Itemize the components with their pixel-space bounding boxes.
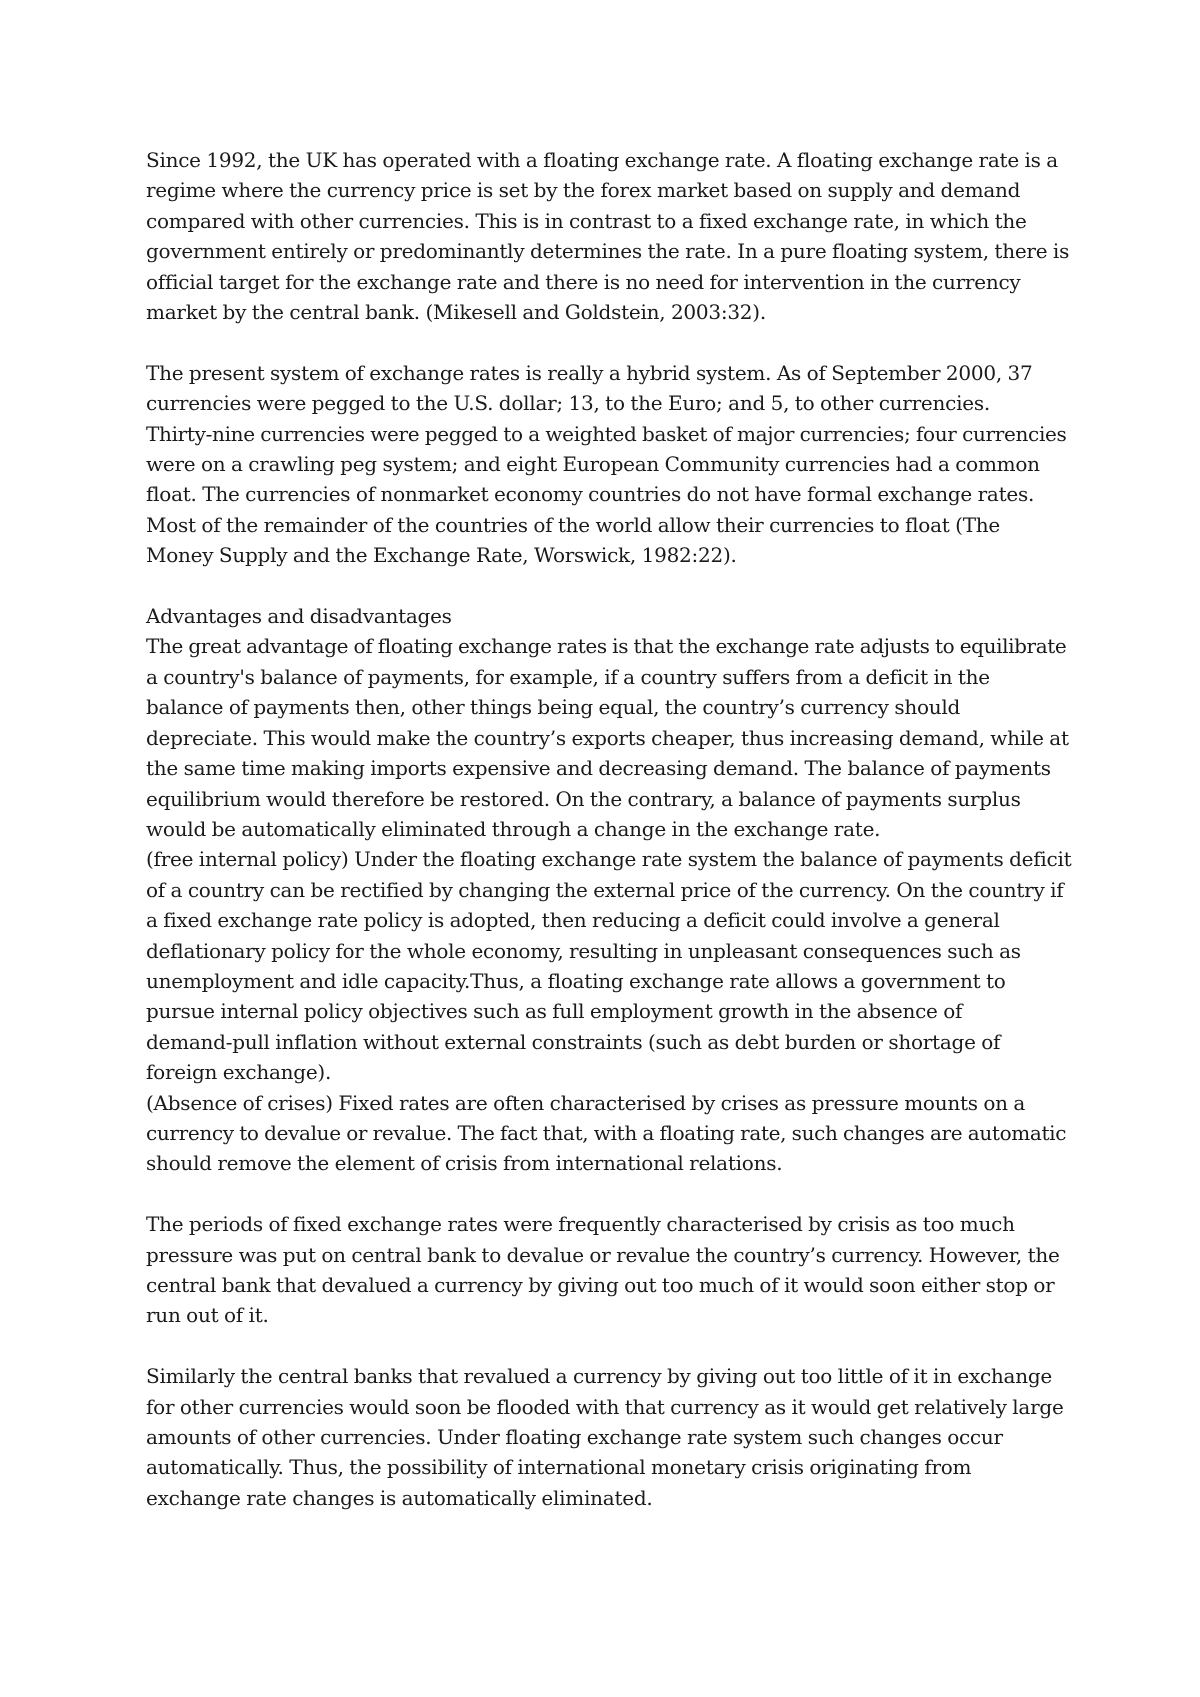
text-line: currency to devalue or revalue. The fact that, with a floating rate, such changes are automatic bbox=[146, 1120, 1067, 1145]
text-line: compared with other currencies. This is in contrast to a fixed exchange rate, in which the bbox=[146, 208, 1027, 233]
text-line: Since 1992, the UK has operated with a floating exchange rate. A floating exchange rate is a bbox=[146, 148, 1058, 172]
text-line: a fixed exchange rate policy is adopted, then reducing a deficit could involve a general bbox=[146, 908, 1000, 933]
text-line: depreciate. This would make the country’s exports cheaper, thus increasing demand, while at bbox=[146, 725, 1069, 750]
text-line: the same time making imports expensive and decreasing demand. The balance of payments bbox=[146, 756, 1051, 781]
text-line: foreign exchange). bbox=[146, 1060, 332, 1085]
text-line: run out of it. bbox=[146, 1303, 269, 1328]
text-line: float. The currencies of nonmarket economy countries do not have formal exchange rates. bbox=[146, 482, 1035, 507]
text-line: Thirty-nine currencies were pegged to a weighted basket of major currencies; four currencies bbox=[146, 421, 1067, 446]
text-line: were on a crawling peg system; and eight European Community currencies had a common bbox=[146, 452, 1040, 477]
text-line: exchange rate changes is automatically eliminated. bbox=[146, 1485, 653, 1510]
text-line: official target for the exchange rate and there is no need for intervention in the currency bbox=[146, 269, 1021, 294]
paragraph-gap bbox=[146, 1179, 1071, 1209]
text-line: market by the central bank. (Mikesell and Goldstein, 2003:32). bbox=[146, 300, 766, 325]
text-line: regime where the currency price is set by the forex market based on supply and demand bbox=[146, 178, 1021, 203]
section-heading: Advantages and disadvantages bbox=[146, 604, 452, 629]
text-line: Most of the remainder of the countries of the world allow their currencies to float (The bbox=[146, 512, 1000, 537]
text-line: should remove the element of crisis from international relations. bbox=[146, 1151, 783, 1176]
text-line: equilibrium would therefore be restored. On the contrary, a balance of payments surplus bbox=[146, 786, 1021, 811]
text-line: The periods of fixed exchange rates were frequently characterised by crisis as too much bbox=[146, 1212, 1015, 1237]
text-line: central bank that devalued a currency by giving out too much of it would soon either stop or bbox=[146, 1272, 1055, 1297]
text-line: The great advantage of floating exchange rates is that the exchange rate adjusts to equilibrate bbox=[146, 634, 1067, 659]
text-line: of a country can be rectified by changing the external price of the currency. On the country if bbox=[146, 877, 1064, 902]
paragraph-gap bbox=[146, 327, 1071, 357]
text-line: automatically. Thus, the possibility of international monetary crisis originating from bbox=[146, 1455, 972, 1480]
text-line: for other currencies would soon be flooded with that currency as it would get relatively large bbox=[146, 1394, 1064, 1419]
text-line: pursue internal policy objectives such as full employment growth in the absence of bbox=[146, 999, 963, 1024]
paragraph-gap bbox=[146, 1331, 1071, 1361]
text-line: The present system of exchange rates is really a hybrid system. As of September 2000, 37 bbox=[146, 360, 1033, 385]
text-line: demand-pull inflation without external constraints (such as debt burden or shortage of bbox=[146, 1029, 1001, 1054]
paragraph-gap bbox=[146, 571, 1071, 601]
text-line: amounts of other currencies. Under floating exchange rate system such changes occur bbox=[146, 1425, 1003, 1449]
text-line: (Absence of crises) Fixed rates are often characterised by crises as pressure mounts on a bbox=[146, 1090, 1026, 1115]
text-line: pressure was put on central bank to devalue or revalue the country’s currency. However, the bbox=[146, 1242, 1060, 1267]
text-line: Similarly the central banks that revalued a currency by giving out too little of it in exchange bbox=[146, 1364, 1052, 1389]
document-body bbox=[146, 145, 1071, 1513]
text-line: currencies were pegged to the U.S. dollar; 13, to the Euro; and 5, to other currencies. bbox=[146, 391, 990, 416]
text-line: a country's balance of payments, for example, if a country suffers from a deficit in the bbox=[146, 664, 990, 689]
text-line: government entirely or predominantly determines the rate. In a pure floating system, there is bbox=[146, 239, 1070, 264]
text-line: balance of payments then, other things being equal, the country’s currency should bbox=[146, 695, 961, 720]
text-line: would be automatically eliminated through a change in the exchange rate. bbox=[146, 816, 881, 841]
text-line: deflationary policy for the whole economy, resulting in unpleasant consequences such as bbox=[146, 938, 1021, 963]
text-line: (free internal policy) Under the floating exchange rate system the balance of payments deficit bbox=[146, 847, 1072, 872]
text-line: Money Supply and the Exchange Rate, Worswick, 1982:22). bbox=[146, 543, 737, 568]
text-line: unemployment and idle capacity.Thus, a floating exchange rate allows a government to bbox=[146, 968, 1006, 993]
